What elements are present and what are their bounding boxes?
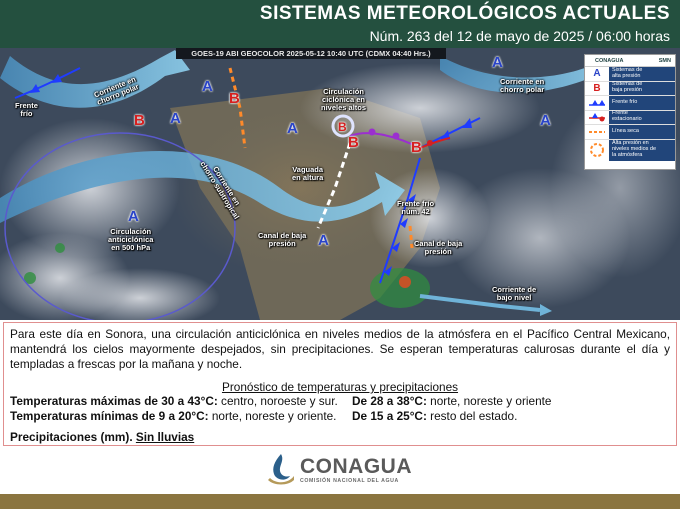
satellite-weather-map	[0, 48, 680, 320]
min-temp-label-2: De 15 a 25°C:	[352, 409, 427, 423]
label-upper-cyclonic: Circulación ciclónica en niveles altos	[321, 87, 367, 112]
legend-item-stationary-front	[585, 111, 675, 126]
low-pressure-marker: B	[348, 134, 359, 151]
max-temperature-row	[10, 394, 670, 409]
low-pressure-icon: B	[593, 82, 601, 94]
legend-label: Frente estacionario	[609, 111, 675, 125]
max-temp-label: Temperaturas máximas de 30 a 43°C:	[10, 394, 218, 408]
max-temp-label-2: De 28 a 38°C:	[352, 394, 427, 408]
high-pressure-marker: A	[287, 120, 298, 137]
high-pressure-marker: A	[170, 110, 181, 127]
label-cold-front-west: Frente frío	[15, 101, 38, 118]
legend-item-mid-level-high	[585, 140, 675, 161]
precip-label: Precipitaciones (mm).	[10, 430, 133, 444]
legend-agency-logo: CONAGUA	[595, 58, 624, 64]
header-banner	[0, 0, 680, 48]
legend-label: Alta presión en niveles medios de la atmósfera	[609, 140, 675, 161]
precip-value: Sin lluvias	[135, 430, 195, 444]
high-pressure-icon: A	[593, 68, 601, 80]
min-temp-value-2: resto del estado.	[426, 409, 518, 423]
dry-line-icon	[585, 125, 609, 140]
conagua-emblem-icon	[266, 452, 296, 486]
legend-item-low-pressure	[585, 82, 675, 97]
conagua-logo	[266, 452, 416, 488]
label-cold-front-42: Frente frío núm. 42	[397, 199, 435, 216]
legend-item-cold-front	[585, 96, 675, 111]
low-pressure-marker: B	[411, 139, 422, 156]
legend-smn-logo: SMN	[658, 58, 671, 64]
legend-label: Sistemas de alta presión	[609, 67, 675, 81]
low-pressure-channel-2	[410, 226, 412, 248]
bulletin-number-date: Núm. 263 del 12 de mayo de 2025 / 06:00 horas	[369, 28, 670, 44]
high-pressure-marker: A	[202, 78, 213, 95]
low-pressure-marker: B	[134, 112, 145, 129]
legend-logos	[585, 55, 675, 67]
high-pressure-marker: A	[540, 112, 551, 129]
legend-item-high-pressure	[585, 67, 675, 82]
page-title: SISTEMAS METEOROLÓGICOS ACTUALES	[259, 3, 670, 24]
legend-label: Línea seca	[609, 125, 675, 139]
label-low-level-current: Corriente de bajo nivel	[492, 285, 537, 302]
max-temp-value-2: norte, noreste y oriente	[426, 394, 552, 408]
legend-label: Sistemas de baja presión	[609, 82, 675, 96]
forecast-section-title: Pronóstico de temperaturas y precipitaciones	[221, 380, 459, 394]
satellite-caption: GOES-19 ABI GEOCOLOR 2025-05-12 10:40 UTC (CDMX 04:40 Hrs.)	[176, 48, 446, 59]
min-temp-value: norte, noreste y oriente.	[208, 409, 337, 423]
forecast-text-box	[3, 322, 677, 446]
stationary-front-icon	[585, 110, 609, 125]
mid-level-high-icon	[585, 140, 609, 161]
conagua-subtitle: COMISIÓN NACIONAL DEL AGUA	[300, 478, 399, 484]
label-anticyclone-500hpa: Circulación anticiclónica en 500 hPa	[108, 227, 154, 252]
high-pressure-marker: A	[128, 208, 139, 225]
min-temp-label: Temperaturas mínimas de 9 a 20°C:	[10, 409, 209, 423]
precipitation-row	[10, 430, 670, 444]
footer-bar	[0, 494, 680, 509]
label-polar-jet-west: Corriente en chorro polar	[92, 74, 140, 107]
label-low-channel-1: Canal de baja presión	[258, 231, 307, 248]
max-temp-value: centro, noroeste y sur.	[217, 394, 338, 408]
high-pressure-marker: A	[318, 232, 329, 249]
forecast-paragraph: Para este día en Sonora, una circulación anticiclónica en niveles medios de la atmósfera en el Pacífico Central Mexicano, mantendrá los cielos mayormente despejados, sin precipitaciones. Se esperan temperaturas calurosas durante el día y templadas a frescas por la mañana y noche.	[10, 327, 670, 371]
conagua-wordmark: CONAGUA	[300, 455, 412, 478]
map-legend	[584, 54, 676, 170]
label-upper-trough: Vaguada en altura	[292, 165, 324, 182]
label-subtropical-jet: Corriente en chorro subtropical	[198, 159, 243, 221]
high-pressure-marker: A	[492, 54, 503, 71]
low-pressure-marker: B	[229, 90, 240, 107]
cold-front-icon	[585, 96, 609, 111]
legend-item-dry-line	[585, 125, 675, 140]
low-pressure-marker: B	[338, 120, 347, 134]
legend-label: Frente frío	[609, 96, 675, 110]
label-low-channel-2: Canal de baja presión	[414, 239, 463, 256]
label-polar-jet-east: Corriente en chorro polar	[500, 77, 545, 94]
min-temperature-row	[10, 409, 670, 424]
